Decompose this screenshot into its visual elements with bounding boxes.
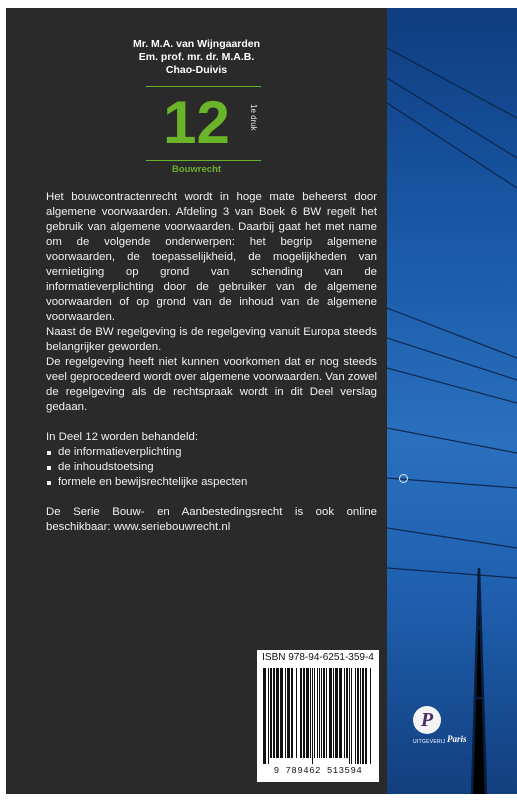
edition-label: 1e druk <box>249 104 258 131</box>
blurb-paragraph: Naast de BW regelgeving is de regelgeving vanuit Europa steeds belangrijker geworden. <box>46 326 377 353</box>
barcode-bar <box>323 668 325 758</box>
barcode-bar <box>355 668 356 764</box>
isbn-label: ISBN 978-94-6251-359-4 <box>262 652 374 663</box>
isbn-barcode-panel <box>257 650 379 782</box>
barcode-bar <box>280 668 283 758</box>
divider-bottom <box>146 160 261 161</box>
power-lines-image <box>387 8 517 794</box>
barcode-bar <box>351 668 352 764</box>
ring-icon <box>399 474 408 483</box>
barcode-bar <box>306 668 309 758</box>
author-names <box>6 38 387 77</box>
blurb-paragraph: De regelgeving heeft niet kunnen voorkomen dat er nog steeds veel geprocedeerd wordt over algemene voorwaarden. Van zowel de regelgeving als de rechtspraak wordt in dit Deel verslag gedaan. <box>46 356 377 413</box>
barcode-bar <box>291 668 293 758</box>
barcode-bar <box>268 668 269 764</box>
barcode-bar <box>300 668 302 758</box>
online-note: De Serie Bouw- en Aanbestedingsrecht is ook online beschikbaar: www.seriebouwrecht.nl <box>46 506 377 533</box>
topics-list <box>46 445 377 490</box>
sky-photo <box>387 8 517 794</box>
barcode-bar <box>321 668 322 758</box>
divider-top <box>146 86 261 87</box>
barcode-bar <box>296 668 297 758</box>
barcode-bar <box>339 668 342 758</box>
list-item: de inhoudstoetsing <box>46 460 377 475</box>
barcode-bar <box>357 668 359 764</box>
series-name: Bouwrecht <box>171 164 222 175</box>
text-panel <box>6 8 387 794</box>
topics-intro: In Deel 12 worden behandeld: <box>46 431 198 443</box>
barcode-bar <box>273 668 275 758</box>
barcode-bar <box>317 668 318 758</box>
author-line: Chao-Duivis <box>165 64 228 76</box>
barcode-bar <box>335 668 338 758</box>
barcode-bar <box>365 668 367 764</box>
barcode-bar <box>344 668 345 758</box>
publisher-name: Paris <box>447 734 467 744</box>
list-item: de informatieverplichting <box>46 445 377 460</box>
barcode-bar <box>349 668 350 764</box>
barcode-bar <box>303 668 305 758</box>
publisher-logo <box>413 706 513 756</box>
barcode-bar <box>276 668 279 758</box>
barcode-bar <box>360 668 361 764</box>
publisher-emblem-icon: P <box>413 706 441 734</box>
barcode-bar <box>310 668 311 758</box>
barcode-bar <box>329 668 332 758</box>
barcode-image <box>261 668 375 764</box>
barcode-bar <box>263 668 266 764</box>
barcode-bar <box>314 668 315 758</box>
barcode-bar <box>319 668 320 758</box>
list-item: formele en bewijsrechtelijke aspecten <box>46 475 377 490</box>
barcode-bar <box>346 668 348 758</box>
barcode-bar <box>370 668 371 764</box>
barcode-bar <box>287 668 290 758</box>
barcode-bar <box>362 668 364 764</box>
volume-number: 12 <box>163 89 230 156</box>
blurb <box>46 190 377 535</box>
barcode-digits: 9 789462 513594 <box>273 766 363 776</box>
author-line: Em. prof. mr. dr. M.A.B. <box>138 51 255 63</box>
barcode-bar <box>333 668 334 758</box>
publisher-label: UITGEVERIJ <box>413 739 446 745</box>
barcode-bar <box>326 668 327 758</box>
blurb-paragraph: Het bouwcontractenrecht wordt in hoge mate beheerst door algemene voorwaarden. Afdeling 3 van Boek 6 BW regelt het gebruik van algemene voorwaarden. Daarbij gaat het met name om de volgende onderwerpen: het begrip algemene voorwaarden, de toepasselijkheid, de mogelijkheden van vernietiging op grond van schending van de informatieverplichting door de gebruiker van de algemene voorwaarden of op grond van de inhoud van de algemene voorwaarden. <box>46 191 377 323</box>
barcode-bar <box>270 668 272 758</box>
barcode-bar <box>312 668 313 764</box>
barcode-bar <box>285 668 286 758</box>
author-line: Mr. M.A. van Wijngaarden <box>132 38 261 50</box>
